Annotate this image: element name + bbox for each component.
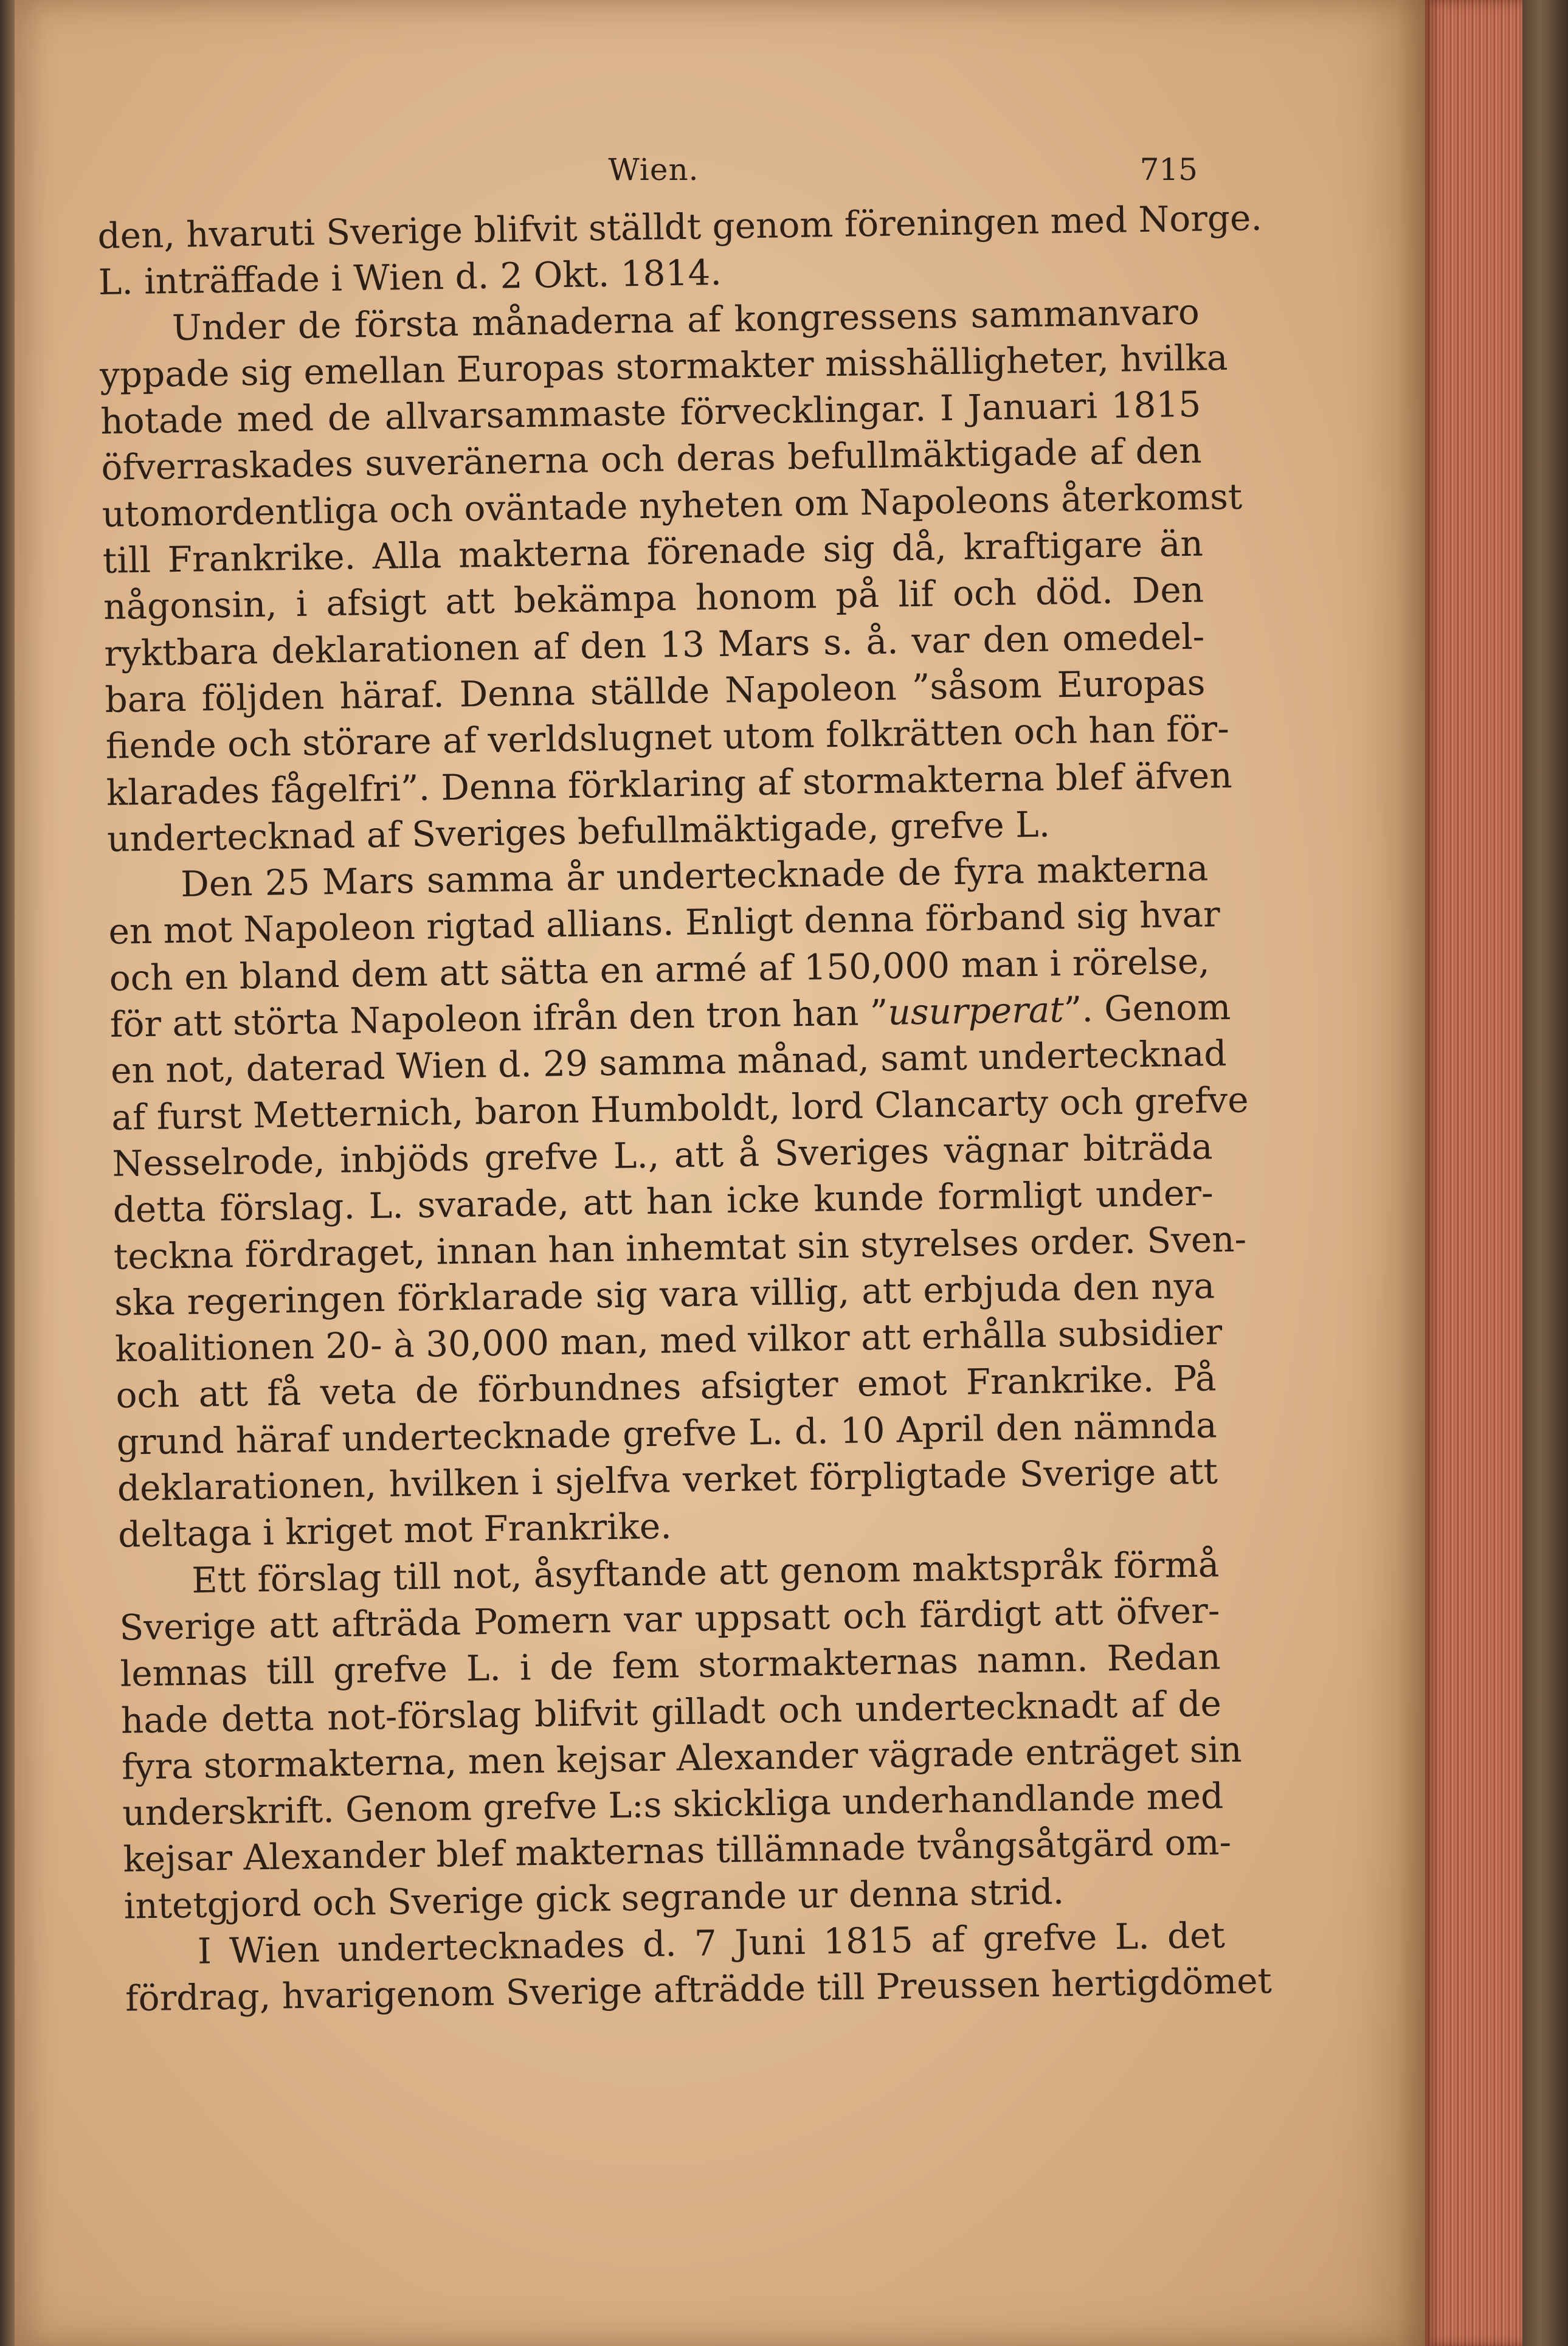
text-line: teckna fördraget, innan han inhemtat sin styrelses order. Sven- [113, 1218, 1247, 1278]
text-line: af furst Metternich, baron Humboldt, lord Clancarty och grefve [111, 1079, 1249, 1138]
page-header [109, 152, 1198, 201]
text-line: hotade med de allvarsammaste förvecklingar. I Januari 1815 [100, 383, 1201, 443]
text-line: bara följden häraf. Denna ställde Napoleon ”såsom Europas [105, 662, 1206, 721]
text-line: Nesselrode, inbjöds grefve L., att å Sveriges vägnar biträda [112, 1126, 1213, 1185]
text-line: någonsin, i afsigt att bekämpa honom på lif och död. Den [103, 569, 1204, 628]
text-line: undertecknad af Sveriges befullmäktigade, grefve L. [106, 803, 1051, 860]
text-line: fyra stormakterna, men kejsar Alexander vägrade enträget sin [121, 1728, 1242, 1788]
text-line: till Frankrike. Alla makterna förenade sig då, kraftigare än [102, 522, 1204, 582]
page-number: 715 [1139, 152, 1198, 187]
text-line: klarades fågelfri”. Denna förklaring af stormakterna blef äfven [106, 754, 1233, 814]
text-line: detta förslag. L. svarade, att han icke kunde formligt under- [112, 1172, 1214, 1231]
text-line: utomordentliga och oväntade nyheten om Napoleons återkomst [102, 476, 1243, 535]
text-line: den, hvaruti Sverige blifvit ställdt genom föreningen med Norge. [97, 196, 1263, 257]
text-line: Ett förslag till not, åsyftande att genom maktspråk förmå [191, 1543, 1220, 1601]
text-line: underskrift. Genom grefve L:s skickliga underhandlande med [122, 1775, 1224, 1834]
text-line: deltaga i kriget mot Frankrike. [117, 1505, 672, 1556]
text-line: lemnas till grefve L. i de fem stormakternas namn. Redan [120, 1636, 1221, 1695]
running-head: Wien. [608, 152, 699, 187]
text-line: ska regeringen förklarade sig vara villig, att erbjuda den nya [114, 1265, 1215, 1324]
text-line: och en bland dem att sätta en armé af 150,000 man i rörelse, [109, 940, 1211, 999]
book-binding [1522, 0, 1568, 2346]
text-line: grund häraf undertecknade grefve L. d. 10 April den nämnda [116, 1404, 1218, 1463]
text-line: Den 25 Mars samma år undertecknade de fyra makterna [180, 847, 1209, 905]
italic-word: usurperat [887, 989, 1065, 1033]
text-line: yppade sig emellan Europas stormakter misshälligheter, hvilka [99, 336, 1228, 396]
text-line: kejsar Alexander blef makternas tillämnade tvångsåtgärd om- [123, 1821, 1232, 1881]
text-line: ryktbara deklarationen af den 13 Mars s. å. var den omedel- [103, 615, 1205, 674]
text-line: Under de första månaderna af kongressens sammanvaro [171, 291, 1200, 348]
text-segment: ”. Genom [1063, 986, 1231, 1031]
text-line: Sverige att afträda Pomern var uppsatt och färdigt att öfver- [119, 1590, 1220, 1649]
text-line: öfverraskades suveränerna och deras befullmäktigade af den [101, 430, 1202, 489]
text-segment: för att störta Napoleon ifrån den tron han ” [109, 991, 889, 1045]
text-line: och att få veta de förbundnes afsigter emot Frankrike. På [116, 1357, 1217, 1417]
page-edges-red [1425, 0, 1522, 2346]
text-line: fiende och störare af verldslugnet utom folkrätten och han för- [105, 708, 1230, 767]
text-line: en not, daterad Wien d. 29 samma månad, samt undertecknad [110, 1033, 1227, 1092]
text-line: deklarationen, hvilken i sjelfva verket förpligtade Sverige att [117, 1450, 1218, 1509]
body-text [97, 196, 1273, 2022]
text-line: koalitionen 20- à 30,000 man, med vilkor att erhålla subsidier [114, 1311, 1223, 1370]
text-line: en mot Napoleon rigtad allians. Enligt denna förband sig hvar [108, 893, 1221, 953]
text-line: fördrag, hvarigenom Sverige afträdde till Preussen hertigdömet [125, 1960, 1273, 2019]
text-line: intetgjord och Sverige gick segrande ur denna strid. [123, 1870, 1065, 1927]
text-line: hade detta not-förslag blifvit gilladt och undertecknadt af de [120, 1682, 1222, 1742]
text-line: I Wien undertecknades d. 7 Juni 1815 af grefve L. det [197, 1914, 1226, 1972]
facing-page-shadow [0, 0, 15, 2346]
text-line: L. inträffade i Wien d. 2 Okt. 1814. [98, 252, 722, 303]
